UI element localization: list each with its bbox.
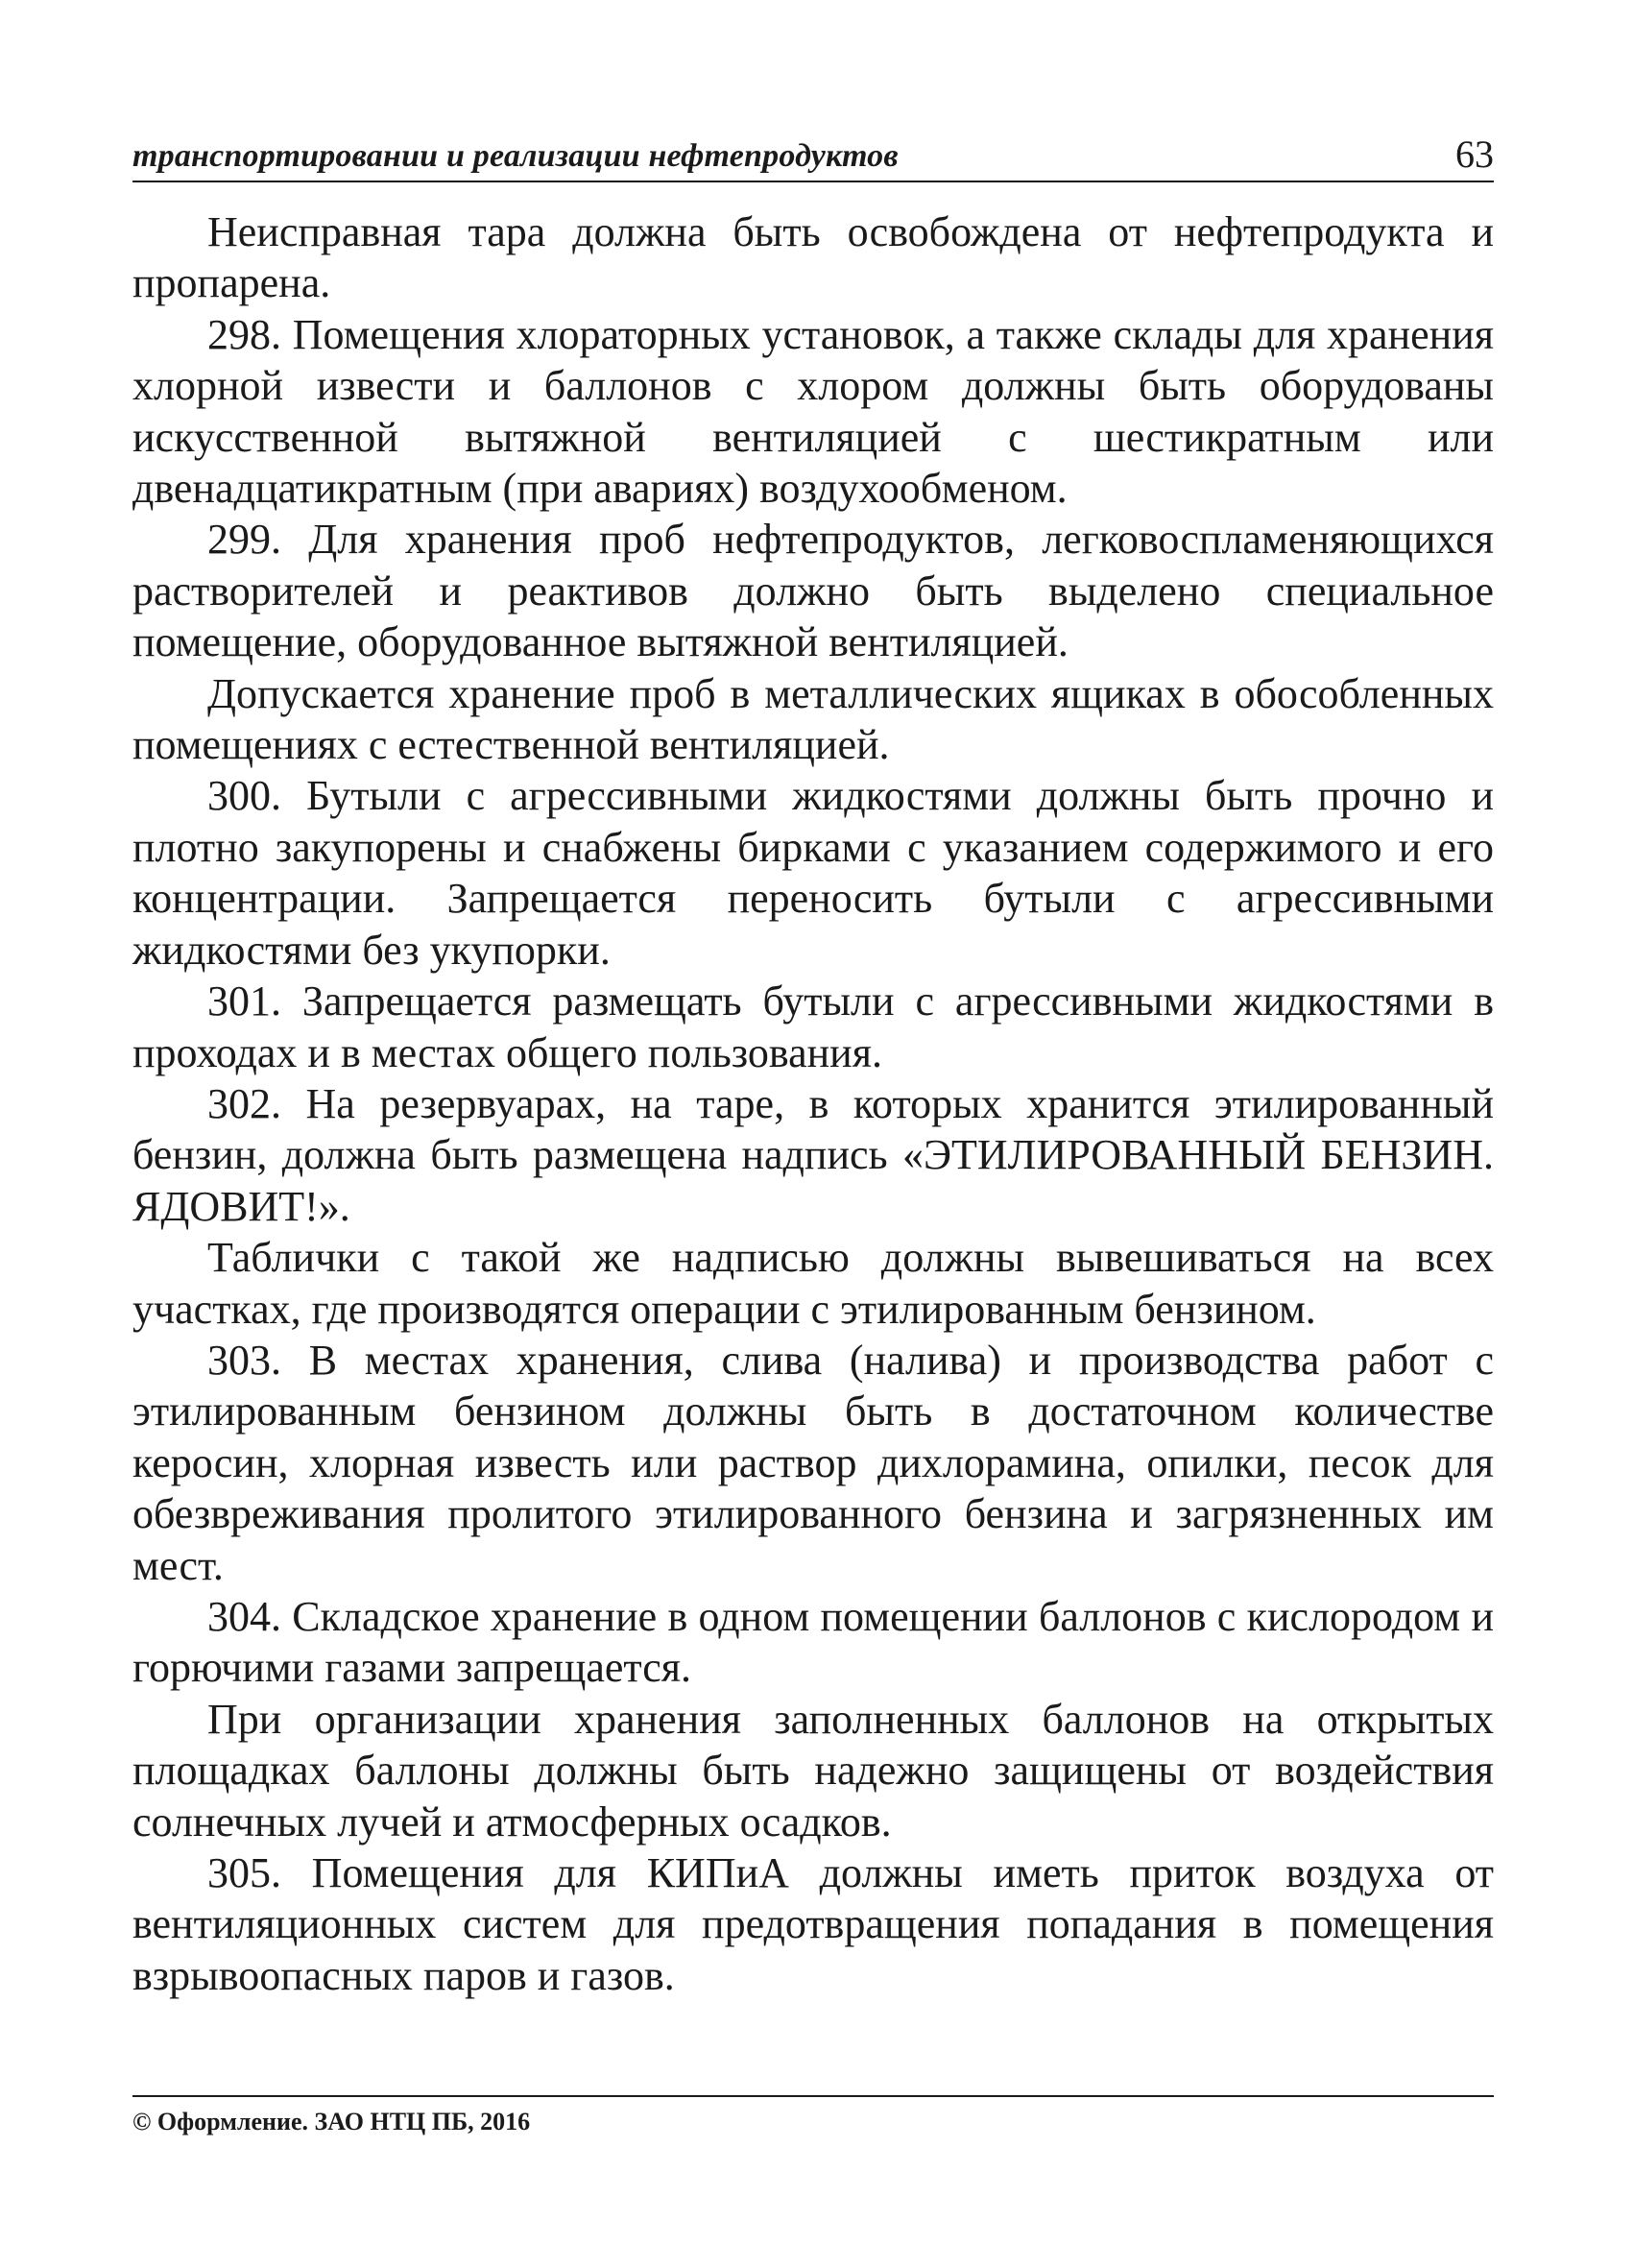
paragraph-301: 301. Запрещается размещать бутыли с агрессивными жидкостями в проходах и в местах общего пользования. [132,977,1494,1076]
page-number: 63 [1455,133,1494,176]
paragraph-304: 304. Складское хранение в одном помещении баллонов с кислородом и горючими газами запрещается. [132,1592,1494,1692]
paragraph-tare: Неисправная тара должна быть освобождена от нефтепродукта и пропарена. [132,208,1494,307]
paragraph-300: 300. Бутыли с агрессивными жидкостями должны быть прочно и плотно закупорены и снабжены бирками с указанием содержимого и его концентрации. Запрещается переносить бутыли с агрессивными жидкостями без укупорки. [132,772,1494,974]
header-rule [132,181,1494,182]
paragraph-305: 305. Помещения для КИПиА должны иметь приток воздуха от вентиляционных систем для предотвращения попадания в помещения взрывоопасных паров и газов. [132,1849,1494,1999]
header-title: транспортировании и реализации нефтепродуктов [132,138,899,174]
paragraph-299-note: Допускается хранение проб в металлических ящиках в обособленных помещениях с естественной вентиляцией. [132,669,1494,769]
paragraph-303: 303. В местах хранения, слива (налива) и производства работ с этилированным бензином должны быть в достаточном количестве керосин, хлорная известь или раствор дихлорамина, опилки, песок для обезвреживания пролитого этилированного бензина и загрязненных им мест. [132,1336,1494,1589]
paragraph-302-note: Таблички с такой же надписью должны вывешиваться на всех участках, где производятся операции с этилированным бензином. [132,1234,1494,1333]
running-header [132,134,1494,182]
paragraph-304-note: При организации хранения заполненных баллонов на открытых площадках баллоны должны быть надежно защищены от воздействия солнечных лучей и атмосферных осадков. [132,1695,1494,1846]
paragraph-298: 298. Помещения хлораторных установок, а также склады для хранения хлорной извести и баллонов с хлором должны быть оборудованы искусственной вытяжной вентиляцией с шестикратным или двенадцатикратным (при авариях) воздухообменом. [132,310,1494,513]
paragraph-299: 299. Для хранения проб нефтепродуктов, легковоспламеняющихся растворителей и реактивов должно быть выделено специальное помещение, оборудованное вытяжной вентиляцией. [132,516,1494,666]
paragraph-302: 302. На резервуарах, на таре, в которых хранится этилированный бензин, должна быть размещена надпись «ЭТИЛИРОВАННЫЙ БЕНЗИН. ЯДОВИТ!». [132,1079,1494,1230]
body-text [132,206,1494,2001]
footer-copyright: © Оформление. ЗАО НТЦ ПБ, 2016 [132,2108,531,2135]
footer-rule [132,2095,1494,2097]
